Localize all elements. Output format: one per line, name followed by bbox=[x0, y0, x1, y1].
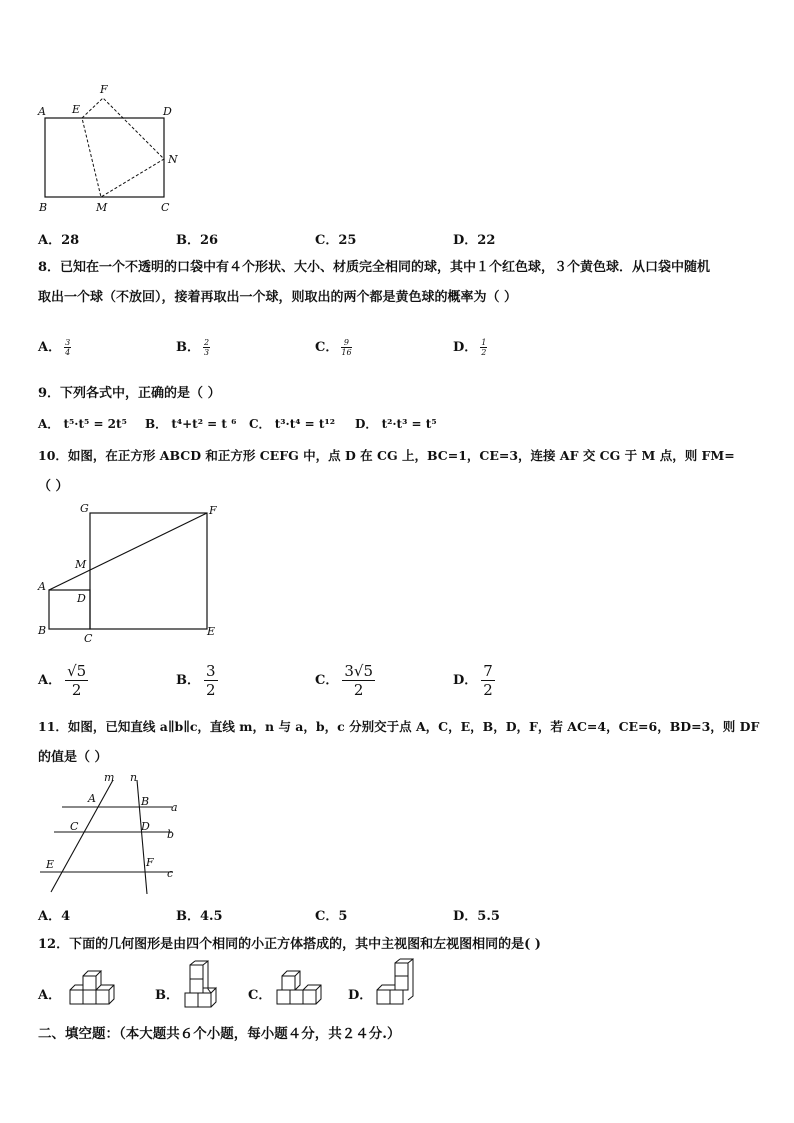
label-D: D bbox=[163, 105, 172, 118]
q7-rectangle-figure bbox=[30, 80, 200, 220]
label-C: C bbox=[84, 632, 93, 645]
q10-squares-figure bbox=[30, 498, 230, 648]
label-N: N bbox=[168, 153, 178, 166]
q9-option-c[interactable]: C． t³·t⁴ = t¹² bbox=[249, 417, 335, 431]
q12-cube-figure-b bbox=[180, 963, 240, 1011]
q11-stem-line2: 的值是（ ） bbox=[38, 750, 108, 765]
label-M: M bbox=[75, 558, 87, 571]
label-c: c bbox=[167, 867, 174, 880]
q12-cube-figure-d bbox=[372, 965, 432, 1010]
q11-stem-line1: 11．如图，已知直线 a∥b∥c，直线 m，n 与 a，b，c 分别交于点 A，C，E，B，D，F，若 AC=4，CE=6，BD=3，则 DF bbox=[38, 719, 760, 734]
q9-option-d[interactable]: D． t²·t³ = t⁵ bbox=[355, 417, 437, 431]
q10-option-c[interactable]: C． $\frac{3√5}{2}$ bbox=[315, 662, 374, 699]
label-A: A bbox=[38, 105, 46, 118]
q7-option-a[interactable]: A．28 bbox=[38, 233, 80, 248]
q12-option-c[interactable]: C． bbox=[248, 988, 272, 1003]
q9-option-b[interactable]: B． t⁴+t² = t ⁶ bbox=[145, 417, 237, 431]
label-F: F bbox=[100, 83, 108, 96]
label-F: F bbox=[146, 856, 154, 869]
q11-option-b[interactable]: B．4.5 bbox=[176, 909, 223, 924]
q10-option-a[interactable]: A． $\frac{√5}{2}$ bbox=[38, 662, 87, 699]
label-b: b bbox=[167, 828, 175, 841]
q12-cube-figure-c bbox=[272, 970, 332, 1010]
q8-option-a[interactable]: A． $\frac{3}{4}$ bbox=[38, 338, 71, 357]
q11-parallel-lines-figure bbox=[30, 768, 200, 898]
q9-option-a[interactable]: A． t⁵·t⁵ = 2t⁵ bbox=[38, 417, 127, 431]
label-B: B bbox=[39, 201, 48, 214]
q8-stem-line1: 8．已知在一个不透明的口袋中有４个形状、大小、材质完全相同的球，其中１个红色球，３个黄色球．从口袋中随机 bbox=[38, 260, 711, 275]
label-A: A bbox=[38, 580, 46, 593]
q12-stem: 12．下面的几何图形是由四个相同的小正方体搭成的，其中主视图和左视图相同的是( ) bbox=[38, 937, 541, 952]
q9-stem: 9．下列各式中，正确的是（ ） bbox=[38, 386, 221, 401]
q12-option-a[interactable]: A． bbox=[38, 988, 62, 1003]
label-C: C bbox=[161, 201, 170, 214]
section2-heading: 二、填空题：（本大题共６个小题，每小题４分，共２４分.） bbox=[38, 1026, 401, 1042]
q11-option-d[interactable]: D．5.5 bbox=[453, 909, 500, 924]
q10-stem-line1: 10．如图，在正方形 ABCD 和正方形 CEFG 中，点 D 在 CG 上，BC=1，CE=3，连接 AF 交 CG 于 M 点，则 FM= bbox=[38, 448, 735, 463]
q7-option-d[interactable]: D．22 bbox=[453, 233, 496, 248]
q8-stem-line2: 取出一个球（不放回），接着再取出一个球，则取出的两个都是黄色球的概率为（ ） bbox=[38, 290, 518, 305]
q11-option-a[interactable]: A．4 bbox=[38, 909, 71, 924]
q7-option-b[interactable]: B．26 bbox=[176, 233, 219, 248]
label-D: D bbox=[77, 592, 86, 605]
q8-option-d[interactable]: D． $\frac{1}{2}$ bbox=[453, 338, 487, 357]
q7-option-c[interactable]: C．25 bbox=[315, 233, 357, 248]
q12-option-b[interactable]: B． bbox=[155, 988, 179, 1003]
q12-cube-figure-a bbox=[65, 970, 125, 1010]
label-n: n bbox=[130, 771, 138, 784]
label-F: F bbox=[209, 504, 217, 517]
label-E: E bbox=[72, 103, 81, 116]
label-A: A bbox=[88, 792, 96, 805]
label-C: C bbox=[70, 820, 79, 833]
label-a: a bbox=[171, 801, 178, 814]
q8-option-c[interactable]: C． $\frac{9}{16}$ bbox=[315, 338, 352, 357]
q10-stem-line2: （ ） bbox=[38, 479, 69, 494]
q10-option-d[interactable]: D． $\frac{7}{2}$ bbox=[453, 662, 493, 699]
label-B: B bbox=[141, 795, 150, 808]
q10-option-b[interactable]: B． $\frac{3}{2}$ bbox=[176, 662, 216, 699]
label-m: m bbox=[104, 771, 115, 784]
q11-option-c[interactable]: C．5 bbox=[315, 909, 348, 924]
label-G: G bbox=[80, 502, 89, 515]
label-E: E bbox=[46, 858, 55, 871]
q12-option-d[interactable]: D． bbox=[348, 988, 373, 1003]
q8-option-b[interactable]: B． $\frac{2}{3}$ bbox=[176, 338, 210, 357]
label-M: M bbox=[96, 201, 108, 214]
label-E: E bbox=[207, 625, 216, 638]
label-B: B bbox=[38, 624, 47, 637]
label-D: D bbox=[141, 820, 150, 833]
